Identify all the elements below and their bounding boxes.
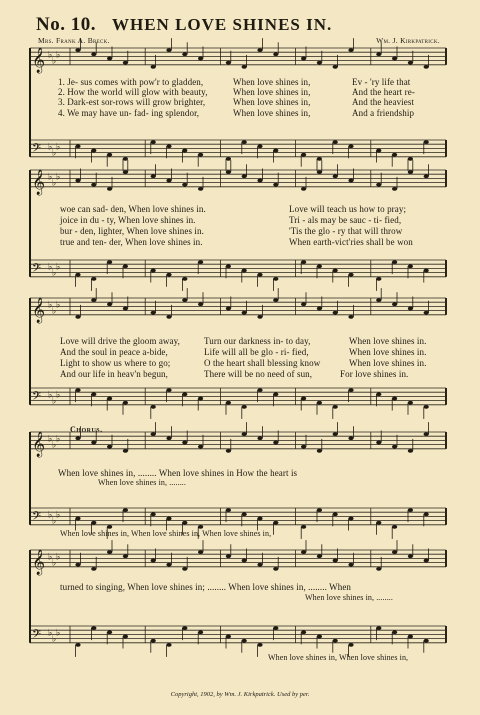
verse-1-line-e: Love will teach us how to pray; xyxy=(289,204,407,214)
note-head xyxy=(317,170,322,174)
note-head xyxy=(317,449,322,453)
verse-4-line-e: When earth-vict'ries shall be won xyxy=(289,237,413,247)
note-head xyxy=(424,140,429,144)
note-head xyxy=(151,559,156,563)
note-head xyxy=(198,550,203,554)
treble-clef-icon: 𝄞 xyxy=(32,549,46,575)
note-head xyxy=(166,388,171,392)
note-head xyxy=(392,260,397,264)
note-head xyxy=(75,315,80,319)
verse-1-line-d: woe can sad- den, When love shines in. xyxy=(60,204,206,214)
note-head xyxy=(273,626,278,630)
note-head xyxy=(348,436,353,440)
flat-icon: ♭ xyxy=(52,634,57,645)
note-head xyxy=(226,170,231,174)
note-head xyxy=(257,144,262,148)
note-head xyxy=(348,48,353,52)
note-head xyxy=(91,392,96,396)
flat-icon: ♭ xyxy=(56,172,61,183)
note-head xyxy=(91,298,96,302)
flat-icon: ♭ xyxy=(52,516,57,527)
note-head xyxy=(317,635,322,639)
note-head xyxy=(151,269,156,273)
note-head xyxy=(301,302,306,306)
note-head xyxy=(273,392,278,396)
verse-3-line-d: bur - den, lighter, When love shines in. xyxy=(60,226,204,236)
note-head xyxy=(75,517,80,521)
note-head xyxy=(273,277,278,281)
note-head xyxy=(333,311,338,315)
note-head xyxy=(376,277,381,281)
note-head xyxy=(91,183,96,187)
treble-clef-icon: 𝄞 xyxy=(32,431,46,457)
verse-3-line-e: 'Tis the glo - ry that will throw xyxy=(289,226,403,236)
note-head xyxy=(257,563,262,567)
note-head xyxy=(75,273,80,277)
note-head xyxy=(376,626,381,630)
flat-icon: ♭ xyxy=(48,172,53,183)
bass-clef-icon: 𝄢 xyxy=(32,389,42,406)
note-head xyxy=(408,508,413,512)
note-head xyxy=(151,174,156,178)
note-head xyxy=(75,388,80,392)
note-head xyxy=(408,554,413,558)
verse-2-line-g: Life will all be glo - ri- fied, xyxy=(204,347,309,357)
note-head xyxy=(333,140,338,144)
note-head xyxy=(166,643,171,647)
note-head xyxy=(392,525,397,529)
note-head xyxy=(123,61,128,65)
note-head xyxy=(151,311,156,315)
bass-clef-icon: 𝄢 xyxy=(32,627,42,644)
flat-icon: ♭ xyxy=(52,396,57,407)
note-head xyxy=(123,307,128,311)
note-head xyxy=(91,626,96,630)
note-head xyxy=(242,405,247,409)
note-head xyxy=(392,397,397,401)
note-head xyxy=(91,521,96,525)
staff xyxy=(30,38,446,73)
flat-icon: ♭ xyxy=(48,390,53,401)
note-head xyxy=(226,157,231,161)
note-head xyxy=(317,264,322,268)
note-head xyxy=(182,626,187,630)
note-head xyxy=(273,183,278,187)
note-head xyxy=(198,630,203,634)
bass-clef-icon: 𝄢 xyxy=(32,261,42,278)
note-head xyxy=(182,521,187,525)
note-head xyxy=(424,559,429,563)
note-head xyxy=(273,52,278,56)
note-head xyxy=(408,307,413,311)
flat-icon: ♭ xyxy=(48,300,53,311)
note-head xyxy=(198,302,203,306)
verse-1-line-c: Ev - 'ry life that xyxy=(352,77,411,87)
note-head xyxy=(107,153,112,157)
note-head xyxy=(376,567,381,571)
flat-icon: ♭ xyxy=(48,50,53,61)
verse-2-line-e: Tri - als may be sauc - ti- fied, xyxy=(289,215,402,225)
note-head xyxy=(257,643,262,647)
flat-icon: ♭ xyxy=(56,390,61,401)
note-head xyxy=(301,57,306,61)
note-head xyxy=(242,174,247,178)
note-head xyxy=(226,307,231,311)
note-head xyxy=(75,436,80,440)
note-head xyxy=(75,563,80,567)
note-head xyxy=(91,52,96,56)
note-head xyxy=(166,179,171,183)
note-head xyxy=(123,264,128,268)
bass-clef-icon: 𝄢 xyxy=(32,509,42,526)
verse-4-line-f: And our life in heav'n begun, xyxy=(60,369,168,379)
note-head xyxy=(273,149,278,153)
note-head xyxy=(392,57,397,61)
note-head xyxy=(226,554,231,558)
note-head xyxy=(317,554,322,558)
verse-2-line-b: When love shines in, xyxy=(233,87,311,97)
note-head xyxy=(348,643,353,647)
note-head xyxy=(376,183,381,187)
note-head xyxy=(226,508,231,512)
note-head xyxy=(273,298,278,302)
note-head xyxy=(166,563,171,567)
chorus-line-1-bass: When love shines in, When love shines in, When love shines in, xyxy=(60,529,272,538)
note-head xyxy=(226,449,231,453)
note-head xyxy=(333,559,338,563)
note-head xyxy=(424,65,429,69)
verse-1-line-a: 1. Je- sus comes with pow'r to gladden, xyxy=(58,77,204,87)
note-head xyxy=(166,273,171,277)
hymn-title: WHEN LOVE SHINES IN. xyxy=(111,15,333,34)
note-head xyxy=(317,157,322,161)
lyricist-credit: Mrs. Frank A. Breck. xyxy=(38,36,110,45)
note-head xyxy=(123,508,128,512)
verse-4-line-d: true and ten- der, When love shines in. xyxy=(60,237,203,247)
copyright-notice: Copyright, 1902, by Wm. J. Kirkpatrick. Used by per. xyxy=(170,691,310,698)
note-head xyxy=(166,436,171,440)
hymn-number: No. 10. xyxy=(36,14,96,35)
note-head xyxy=(198,57,203,61)
note-head xyxy=(242,140,247,144)
note-head xyxy=(242,639,247,643)
note-head xyxy=(301,153,306,157)
chorus-line-2-bass: When love shines in, When love shines in, xyxy=(268,653,409,662)
flat-icon: ♭ xyxy=(48,628,53,639)
note-head xyxy=(317,61,322,65)
verse-3-line-g: O the heart shall blessing know xyxy=(204,358,321,368)
verse-3-line-c: And the heaviest xyxy=(352,97,415,107)
note-head xyxy=(348,144,353,148)
note-head xyxy=(408,635,413,639)
note-head xyxy=(123,449,128,453)
note-head xyxy=(392,302,397,306)
flat-icon: ♭ xyxy=(52,268,57,279)
note-head xyxy=(408,264,413,268)
note-head xyxy=(226,264,231,268)
treble-clef-icon: 𝄞 xyxy=(32,47,46,73)
note-head xyxy=(107,550,112,554)
flat-icon: ♭ xyxy=(56,50,61,61)
note-head xyxy=(392,187,397,191)
note-head xyxy=(151,405,156,409)
verse-4-line-c: And a friendship xyxy=(352,108,415,118)
note-head xyxy=(91,441,96,445)
note-head xyxy=(182,277,187,281)
note-head xyxy=(123,170,128,174)
staff xyxy=(30,388,446,419)
note-head xyxy=(107,445,112,449)
flat-icon: ♭ xyxy=(52,56,57,67)
note-head xyxy=(392,445,397,449)
note-head xyxy=(392,630,397,634)
note-head xyxy=(348,563,353,567)
note-head xyxy=(408,61,413,65)
treble-clef-icon: 𝄞 xyxy=(32,297,46,323)
note-head xyxy=(166,48,171,52)
verse-2-line-c: And the heart re- xyxy=(352,87,415,97)
flat-icon: ♭ xyxy=(52,178,57,189)
note-head xyxy=(198,187,203,191)
note-head xyxy=(376,52,381,56)
note-head xyxy=(257,388,262,392)
note-head xyxy=(317,508,322,512)
flat-icon: ♭ xyxy=(56,434,61,445)
verse-1-line-b: When love shines in, xyxy=(233,77,311,87)
note-head xyxy=(182,52,187,56)
note-head xyxy=(75,144,80,148)
note-head xyxy=(348,179,353,183)
note-head xyxy=(226,635,231,639)
note-head xyxy=(123,157,128,161)
note-head xyxy=(91,149,96,153)
composer-credit: Wm. J. Kirkpatrick. xyxy=(376,36,440,45)
note-head xyxy=(182,149,187,153)
flat-icon: ♭ xyxy=(52,148,57,159)
note-head xyxy=(408,157,413,161)
note-head xyxy=(166,315,171,319)
note-head xyxy=(226,61,231,65)
verse-2-line-d: joice in du - ty, When love shines in. xyxy=(60,215,196,225)
note-head xyxy=(107,57,112,61)
note-head xyxy=(333,512,338,516)
note-head xyxy=(226,401,231,405)
flat-icon: ♭ xyxy=(56,142,61,153)
verse-1-line-f: Love will drive the gloom away, xyxy=(60,336,180,346)
verse-3-line-a: 3. Dark-est sor-rows will grow brighter, xyxy=(58,97,206,107)
flat-icon: ♭ xyxy=(48,262,53,273)
note-head xyxy=(182,567,187,571)
note-head xyxy=(198,397,203,401)
note-head xyxy=(424,174,429,178)
verse-3-line-f: Light to show us where to go; xyxy=(60,358,171,368)
note-head xyxy=(166,144,171,148)
chorus-label: Chorus. xyxy=(70,425,103,434)
flat-icon: ♭ xyxy=(52,306,57,317)
note-head xyxy=(301,550,306,554)
note-head xyxy=(182,298,187,302)
flat-icon: ♭ xyxy=(48,142,53,153)
verse-4-line-a: 4. We may have un- fad- ing splendor, xyxy=(58,108,200,118)
note-head xyxy=(424,432,429,436)
note-head xyxy=(107,302,112,306)
note-head xyxy=(151,140,156,144)
flat-icon: ♭ xyxy=(52,440,57,451)
note-head xyxy=(198,260,203,264)
note-head xyxy=(107,260,112,264)
verse-2-line-f: And the soul in peace a-bide, xyxy=(60,347,168,357)
note-head xyxy=(257,436,262,440)
note-head xyxy=(301,445,306,449)
note-head xyxy=(198,445,203,449)
note-head xyxy=(408,401,413,405)
note-head xyxy=(301,630,306,634)
flat-icon: ♭ xyxy=(52,558,57,569)
note-head xyxy=(348,315,353,319)
chorus-line-1-lower: When love shines in, ........ xyxy=(98,478,186,487)
bass-clef-icon: 𝄢 xyxy=(32,141,42,158)
note-head xyxy=(348,388,353,392)
note-head xyxy=(376,149,381,153)
note-head xyxy=(182,441,187,445)
note-head xyxy=(107,630,112,634)
note-head xyxy=(392,550,397,554)
note-head xyxy=(424,405,429,409)
note-head xyxy=(376,441,381,445)
note-head xyxy=(257,517,262,521)
verse-2-line-h: When love shines in. xyxy=(349,347,427,357)
flat-icon: ♭ xyxy=(48,510,53,521)
note-head xyxy=(424,269,429,273)
note-head xyxy=(91,277,96,281)
note-head xyxy=(376,521,381,525)
note-head xyxy=(376,392,381,396)
note-head xyxy=(91,567,96,571)
note-head xyxy=(257,48,262,52)
note-head xyxy=(151,432,156,436)
note-head xyxy=(273,521,278,525)
verse-2-line-a: 2. How the world will glow with beauty, xyxy=(58,87,208,97)
note-head xyxy=(317,401,322,405)
verse-3-line-b: When love shines in, xyxy=(233,97,311,107)
verse-1-line-h: When love shines in. xyxy=(349,336,427,346)
chorus-line-2-upper: turned to singing, When love shines in; ........ When love shines in, ........ When xyxy=(60,582,352,592)
note-head xyxy=(242,559,247,563)
note-head xyxy=(317,307,322,311)
note-head xyxy=(408,449,413,453)
note-head xyxy=(333,269,338,273)
note-head xyxy=(301,397,306,401)
note-head xyxy=(392,153,397,157)
chorus-line-1-upper: When love shines in, ........ When love shines in How the heart is xyxy=(58,468,298,478)
flat-icon: ♭ xyxy=(56,552,61,563)
note-head xyxy=(75,48,80,52)
verse-3-line-h: When love shines in. xyxy=(349,358,427,368)
note-head xyxy=(301,187,306,191)
note-head xyxy=(424,639,429,643)
note-head xyxy=(333,174,338,178)
flat-icon: ♭ xyxy=(56,300,61,311)
flat-icon: ♭ xyxy=(48,434,53,445)
flat-icon: ♭ xyxy=(56,262,61,273)
flat-icon: ♭ xyxy=(48,552,53,563)
note-head xyxy=(273,567,278,571)
note-head xyxy=(257,273,262,277)
staff xyxy=(30,140,446,171)
note-head xyxy=(333,65,338,69)
staff xyxy=(30,160,446,195)
staff xyxy=(30,540,446,575)
note-head xyxy=(242,311,247,315)
verse-1-line-g: Turn our darkness in- to day, xyxy=(204,336,311,346)
note-head xyxy=(242,432,247,436)
note-head xyxy=(242,269,247,273)
treble-clef-icon: 𝄞 xyxy=(32,169,46,195)
note-head xyxy=(301,525,306,529)
flat-icon: ♭ xyxy=(56,628,61,639)
verse-4-line-g: There will be no need of sun, xyxy=(204,369,313,379)
note-head xyxy=(348,273,353,277)
staff xyxy=(30,288,446,323)
note-head xyxy=(198,153,203,157)
note-head xyxy=(424,512,429,516)
note-head xyxy=(75,643,80,647)
note-head xyxy=(376,298,381,302)
note-head xyxy=(182,183,187,187)
staff xyxy=(30,260,446,291)
note-head xyxy=(75,179,80,183)
note-head xyxy=(348,517,353,521)
note-head xyxy=(273,441,278,445)
note-head xyxy=(333,432,338,436)
note-head xyxy=(242,65,247,69)
note-head xyxy=(151,65,156,69)
note-head xyxy=(151,639,156,643)
note-head xyxy=(107,397,112,401)
note-head xyxy=(123,635,128,639)
note-head xyxy=(333,405,338,409)
note-head xyxy=(151,512,156,516)
note-head xyxy=(333,639,338,643)
note-head xyxy=(123,401,128,405)
note-head xyxy=(301,260,306,264)
note-head xyxy=(242,512,247,516)
note-head xyxy=(107,187,112,191)
flat-icon: ♭ xyxy=(56,510,61,521)
note-head xyxy=(257,179,262,183)
note-head xyxy=(123,554,128,558)
note-head xyxy=(257,315,262,319)
verse-4-line-b: When love shines in, xyxy=(233,108,311,118)
verse-4-line-h: For love shines in. xyxy=(340,369,409,379)
chorus-line-2-lower: When love shines in, ........ xyxy=(305,593,393,602)
note-head xyxy=(424,311,429,315)
note-head xyxy=(166,517,171,521)
note-head xyxy=(408,170,413,174)
note-head xyxy=(182,392,187,396)
